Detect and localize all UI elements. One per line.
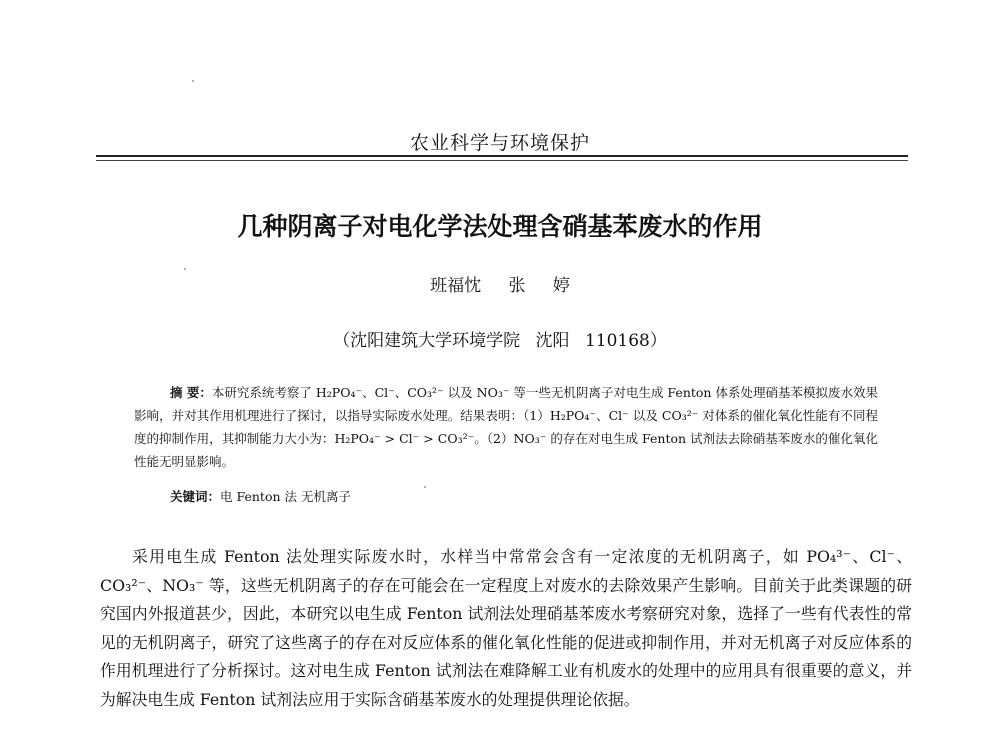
body-paragraph: 采用电生成 Fenton 法处理实际废水时，水样当中常常会含有一定浓度的无机阴离子，如 PO₄³⁻、Cl⁻、CO₃²⁻、NO₃⁻ 等，这些无机阴离子的存在可能会在一定程度上对废水的去除效果产生影响。目前关于此类课题的研究国内外报道甚少，因此，本研究以电生成 Fenton 试剂法处理硝基苯废水考察研究对象，选择了一些有代表性的常见的无机阴离子，研究了这些离子的存在对反应体系的催化氧化性能的促进或抑制作用，并对无机离子对反应体系的作用机理进行了分析探讨。这对电生成 Fenton 试剂法在难降解工业有机废水的处理中的应用具有很重要的意义，并为解决电生成 Fenton 试剂法应用于实际含硝基苯废水的处理提供理论依据。 xyxy=(100,547,912,709)
keywords-label: 关键词： xyxy=(170,489,221,504)
abstract xyxy=(134,381,878,473)
header-rule-thick xyxy=(96,155,908,157)
authors: 班福忱 张 婷 xyxy=(430,276,570,296)
abstract-label: 摘 要： xyxy=(170,385,212,400)
scan-speck xyxy=(192,80,194,82)
scan-speck xyxy=(184,268,186,270)
section-header: 农业科学与环境保护 xyxy=(409,132,590,154)
scan-speck xyxy=(424,486,426,488)
paper-title: 几种阴离子对电化学法处理含硝基苯废水的作用 xyxy=(237,212,763,241)
keywords-text: 电 Fenton 法 无机离子 xyxy=(220,489,351,504)
keywords xyxy=(170,487,351,505)
affiliation: （沈阳建筑大学环境学院 沈阳 110168） xyxy=(333,331,667,351)
abstract-text: 本研究系统考察了 H₂PO₄⁻、Cl⁻、CO₃²⁻ 以及 NO₃⁻ 等一些无机阴离子对电生成 Fenton 体系处理硝基苯模拟废水效果影响，并对其作用机理进行了探讨，以指导实际废水处理。结果表明：（1）H₂PO₄⁻、Cl⁻ 以及 CO₃²⁻ 对体系的催化氧化性能有不同程度的抑制作用，其抑制能力大小为：H₂PO₄⁻ > Cl⁻ > CO₃²⁻。（2）NO₃⁻ 的存在对电生成 Fenton 试剂法去除硝基苯废水的催化氧化性能无明显影响。 xyxy=(134,385,878,469)
header-rule-thin xyxy=(96,160,908,161)
